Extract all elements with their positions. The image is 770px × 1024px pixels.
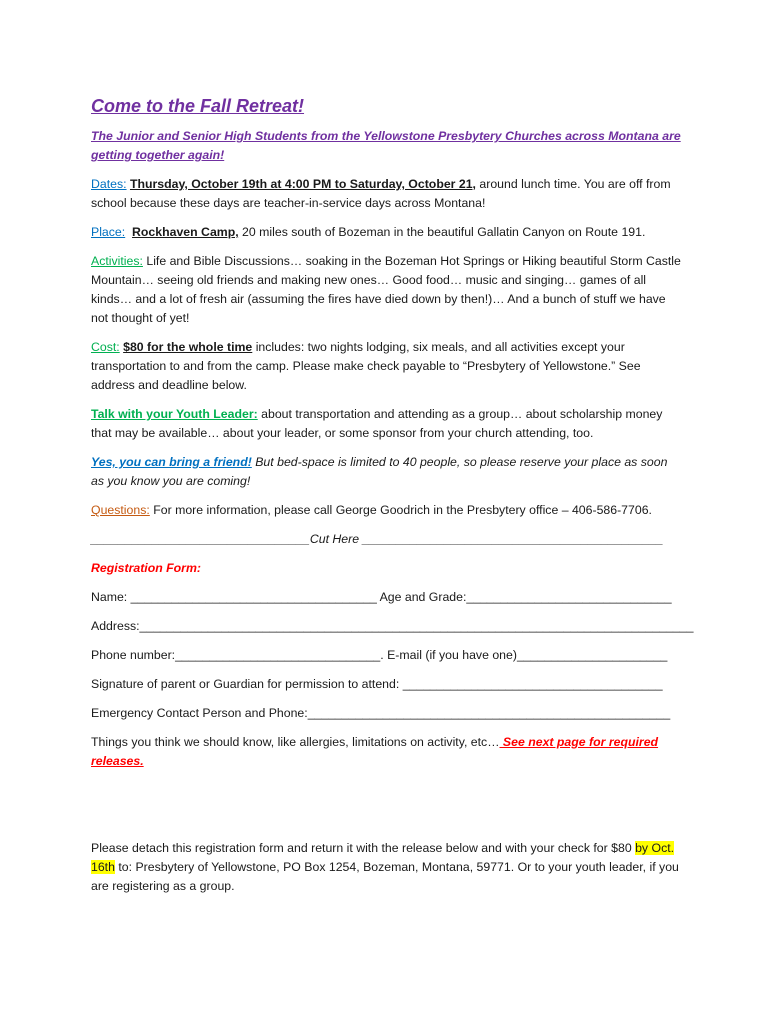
emergency-contact-field[interactable]: Emergency Contact Person and Phone:_____________________________________________________ — [91, 706, 671, 720]
registration-form — [91, 559, 683, 578]
youth-leader-paragraph — [91, 405, 683, 443]
activities-label: Activities: — [91, 254, 143, 268]
dates-paragraph — [91, 175, 683, 213]
detach-text-1: Please detach this registration form and return it with the release below and with your check for $80 — [91, 841, 636, 855]
cut-here-line — [91, 530, 683, 549]
deadline-highlight: by Oct. 16th — [91, 841, 675, 874]
cost-bold: $80 for the whole time — [123, 340, 253, 354]
document-body — [91, 94, 694, 906]
page-title: Come to the Fall Retreat! — [91, 96, 305, 116]
detach-paragraph — [91, 839, 683, 896]
cost-text: includes: two nights lodging, six meals, and all activities except your transportation to and from the camp. Please make check payable to “Presbytery of Yellowstone.” See address and deadline below. — [91, 340, 641, 392]
things-text: Things you think we should know, like allergies, limitations on activity, etc… — [91, 735, 500, 749]
youth-leader-label: Talk with your Youth Leader: — [91, 407, 258, 421]
address-field[interactable]: Address:_________________________________________________________________________________ — [91, 619, 694, 633]
place-text: 20 miles south of Bozeman in the beautiful Gallatin Canyon on Route 191. — [238, 225, 646, 239]
dates-label: Dates: — [91, 177, 127, 191]
detach-text-2: to: Presbytery of Yellowstone, PO Box 1254, Bozeman, Montana, 59771. Or to your youth leader, if you are registering as a group. — [91, 860, 679, 893]
youth-leader-text: about transportation and attending as a group… about scholarship money that may be available… about your leader, or some sponsor from your church attending, too. — [91, 407, 663, 440]
friend-text: But bed-space is limited to 40 people, so please reserve your place as soon as you know you are coming! — [91, 455, 668, 488]
activities-text: Life and Bible Discussions… soaking in the Bozeman Hot Springs or Hiking beautiful Storm Castle Mountain… seeing old friends and making new ones… Good food… music and singing… games of all kinds… and a lot of fresh air (assuming the fires have died down by then!)… And a bunch of stuff we have not thought of yet! — [91, 254, 681, 325]
registration-title: Registration Form: — [91, 561, 201, 575]
activities-paragraph — [91, 252, 683, 328]
cut-here-text: ________________________________Cut Here ____________________________________________ — [91, 532, 664, 546]
friend-label: Yes, you can bring a friend! — [91, 455, 252, 469]
questions-text: For more information, please call George Goodrich in the Presbytery office – 406-586-7706. — [149, 503, 652, 517]
questions-paragraph — [91, 501, 683, 520]
place-label: Place: — [91, 225, 126, 239]
things-paragraph — [91, 733, 683, 771]
spacer — [91, 781, 683, 839]
dates-bold: Thursday, October 19th at 4:00 PM to Saturday, October 21, — [129, 177, 476, 191]
name-age-field[interactable]: Name: ____________________________________ Age and Grade:______________________________ — [91, 590, 672, 604]
dates-text: around lunch time. You are off from school because these days are teacher-in-service days across Montana! — [91, 177, 671, 210]
phone-email-field[interactable]: Phone number:______________________________. E-mail (if you have one)______________________ — [91, 648, 668, 662]
intro-text: The Junior and Senior High Students from the Yellowstone Presbytery Churches across Montana are getting together again! — [91, 129, 681, 162]
cost-label: Cost: — [91, 340, 120, 354]
place-bold: Rockhaven Camp, — [132, 225, 239, 239]
signature-field[interactable]: Signature of parent or Guardian for permission to attend: ______________________________________ — [91, 677, 663, 691]
friend-paragraph — [91, 453, 683, 491]
questions-label: Questions: — [91, 503, 150, 517]
cost-paragraph — [91, 338, 683, 395]
place-paragraph — [91, 223, 683, 242]
see-next-page-link[interactable]: See next page for required releases. — [91, 735, 659, 768]
